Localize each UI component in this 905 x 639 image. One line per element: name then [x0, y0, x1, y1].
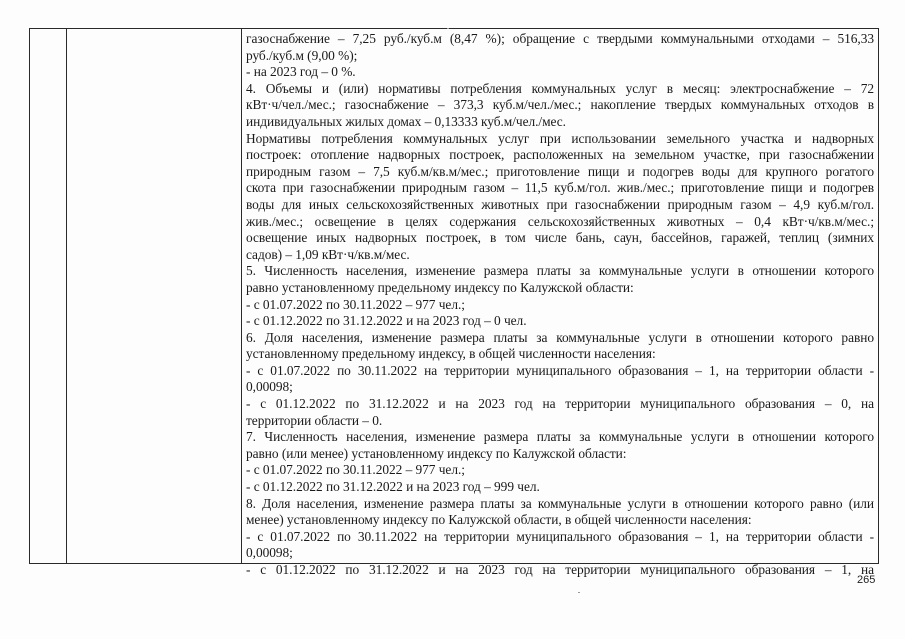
- document-text-line: газоснабжение – 7,25 руб./куб.м (8,47 %); обращение с твердыми коммунальными отходами – 516,33: [246, 31, 874, 46]
- document-text-line: садов) – 1,09 кВт·ч/кв.м/мес.: [246, 246, 410, 262]
- table-text-cell: [246, 31, 874, 579]
- document-text-line: скота при газоснабжении природным газом – 11,5 куб.м/гол. жив./мес.; приготовление пищи и подогрев: [246, 180, 874, 196]
- document-text-line: территории области – 0.: [246, 412, 383, 428]
- scan-speck: [578, 592, 580, 593]
- document-text-line: 4. Объемы и (или) нормативы потребления коммунальных услуг в месяц: электроснабжение – 72: [246, 80, 874, 96]
- document-text-line: 8. Доля населения, изменение размера платы за коммунальные услуги в отношении которого равно (или: [246, 495, 874, 511]
- document-text-line: установленному предельному индексу, в общей численности населения:: [246, 346, 656, 362]
- table-column-divider-2: [241, 29, 242, 563]
- document-text-line: 0,00098;: [246, 379, 293, 395]
- document-text-line: воды для иных сельскохозяйственных животных при газоснабжении природным газом – 4,9 куб.м/гол.: [246, 196, 874, 212]
- page-number: 265: [857, 574, 876, 586]
- document-text-line: 6. Доля населения, изменение размера платы за коммунальные услуги в отношении которого равно: [246, 329, 874, 345]
- document-text-line: жив./мес.; освещение в целях содержания сельскохозяйственных животных – 0,4 кВт·ч/кв.м/мес.;: [246, 213, 874, 229]
- document-text-line: менее) установленному индексу по Калужской области, в общей численности населения:: [246, 512, 752, 528]
- document-text-line: - с 01.12.2022 по 31.12.2022 и на 2023 год – 0 чел.: [246, 313, 527, 329]
- document-table: [29, 28, 879, 577]
- document-text-line: - с 01.12.2022 по 31.12.2022 и на 2023 год на территории муниципального образования – 0, на: [246, 396, 874, 412]
- document-text-line: равно (или менее) установленному индексу по Калужской области:: [246, 445, 627, 461]
- document-text-line: построек: отопление надворных построек, расположенных на земельном участке, при газоснабжении: [246, 147, 874, 163]
- document-text-line: индивидуальных жилых домах – 0,13333 куб.м/чел./мес.: [246, 113, 566, 129]
- document-text-line: - с 01.07.2022 по 30.11.2022 на территории муниципального образования – 1, на территории области -: [246, 528, 874, 544]
- document-text-line: освещение иных надворных построек, в том числе бань, саун, бассейнов, гаражей, теплиц (зимних: [246, 230, 874, 246]
- document-text-line: 7. Численность населения, изменение размера платы за коммунальные услуги в отношении которого: [246, 429, 874, 445]
- document-text-line: - с 01.12.2022 по 31.12.2022 и на 2023 год – 999 чел.: [246, 479, 540, 495]
- table-column-divider-1: [66, 29, 67, 563]
- document-text-line: - на 2023 год – 0 %.: [246, 64, 356, 80]
- document-text-line: - с 01.12.2022 по 31.12.2022 и на 2023 год на территории муниципального образования – 1, на: [246, 562, 874, 577]
- document-text-line: кВт·ч/чел./мес.; газоснабжение – 373,3 куб.м/чел./мес.; накопление твердых коммунальных отходов в: [246, 97, 874, 113]
- document-text-line: равно установленному предельному индексу по Калужской области:: [246, 279, 634, 295]
- document-text-line: - с 01.07.2022 по 30.11.2022 на территории муниципального образования – 1, на территории области -: [246, 362, 874, 378]
- document-text-line: природным газом – 7,5 куб.м/кв.м/мес.; приготовление пищи и подогрев воды для крупного рогатого: [246, 163, 874, 179]
- document-text-line: руб./куб.м (9,00 %);: [246, 47, 358, 63]
- document-text-line: - с 01.07.2022 по 30.11.2022 – 977 чел.;: [246, 296, 465, 312]
- scan-speck: [447, 28, 449, 29]
- document-text-line: Нормативы потребления коммунальных услуг при использовании земельного участка и надворных: [246, 130, 874, 146]
- document-text-line: 5. Численность населения, изменение размера платы за коммунальные услуги в отношении которого: [246, 263, 874, 279]
- document-text-line: 0,00098;: [246, 545, 293, 561]
- document-text-line: - с 01.07.2022 по 30.11.2022 – 977 чел.;: [246, 462, 465, 478]
